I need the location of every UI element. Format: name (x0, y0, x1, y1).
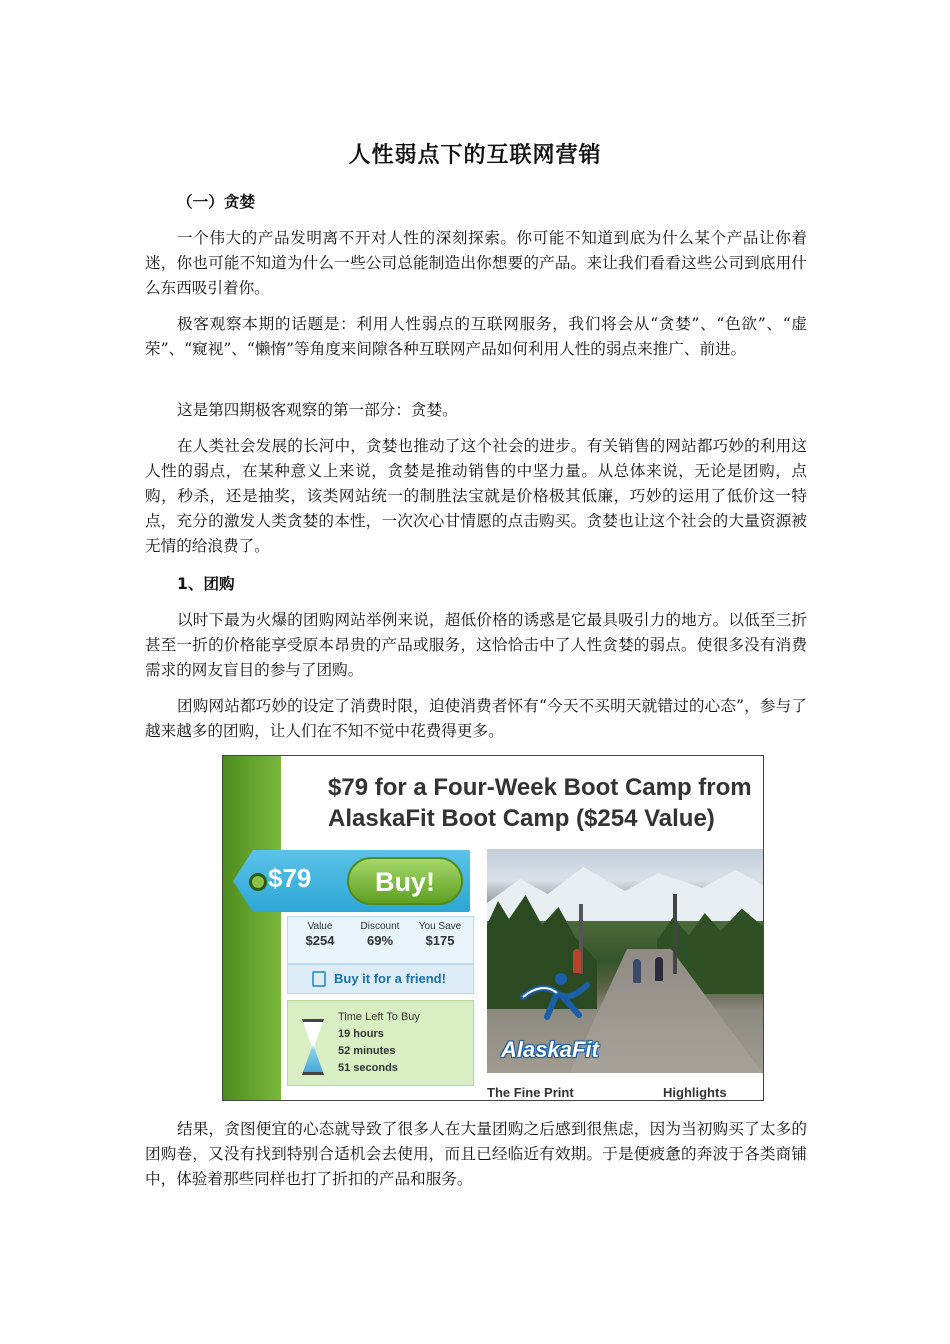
deal-price: $79 (268, 863, 312, 893)
deal-photo (487, 849, 763, 1073)
hiker-figure (633, 959, 641, 983)
paragraph: 一个伟大的产品发明离不开对人性的深刻探索。你可能不知道到底为什么某个产品让你着迷，你也可能不知道为什么一些公司总能制造出你想要的产品。来让我们看看这些公司到底用什么东西吸引着你。 (145, 229, 807, 297)
greed-block (145, 434, 807, 559)
conclusion-block (145, 1117, 807, 1192)
lift-tower (673, 894, 677, 974)
alaskafit-runner-icon (517, 967, 597, 1023)
paragraph: 极客观察本期的话题是：利用人性弱点的互联网服务，我们将会从“贪婪”、“色欲”、“虚荣”、“窥视”、“懒惰”等角度来间隙各种互联网产品如何利用人性的弱点来推广、前进。 (145, 315, 807, 358)
deal-stats (287, 916, 474, 964)
paragraph: 结果，贪图便宜的心态就导致了很多人在大量团购之后感到很焦虑，因为当初购买了太多的团购卷，又没有找到特别合适机会去使用，而且已经临近有效期。于是便疲惫的奔波于各类商铺中，体验着那些同样也打了折扣的产品和服务。 (145, 1120, 807, 1188)
stat-you-save (410, 921, 470, 948)
subheading-group-buying: 1、团购 (177, 575, 235, 593)
paragraph: 这是第四期极客观察的第一部分：贪婪。 (177, 401, 458, 419)
alaskafit-logo: AlaskaFit (501, 1037, 599, 1062)
gift-icon (312, 971, 326, 987)
groupon-deal-image (222, 755, 764, 1101)
highlights-heading: Highlights (663, 1085, 727, 1100)
hourglass-icon (302, 1019, 324, 1075)
countdown-box (287, 1000, 474, 1086)
tag-hole-icon (249, 873, 267, 891)
deal-headline: $79 for a Four-Week Boot Camp from AlaskaFit Boot Camp ($254 Value) (328, 774, 752, 832)
countdown-hours: 19 hours (338, 1028, 384, 1040)
intro-block (145, 226, 807, 301)
buy-for-friend-link[interactable] (287, 964, 474, 994)
stat-label: You Save (418, 921, 462, 932)
topic-block (145, 312, 807, 362)
buy-button[interactable]: Buy! (347, 857, 463, 905)
paragraph: 团购网站都巧妙的设定了消费时限，迫使消费者怀有“今天不买明天就错过的心态”，参与了越来越多的团购，让人们在不知不觉中花费得更多。 (145, 697, 807, 740)
stat-number: $254 (305, 933, 335, 948)
stat-number: 69% (366, 933, 394, 948)
green-side-bar (223, 756, 281, 1100)
part-block (145, 398, 807, 423)
paragraph: 以时下最为火爆的团购网站举例来说，超低价格的诱惑是它最具吸引力的地方。以低至三折甚至一折的价格能享受原本昂贵的产品或服务，这恰恰击中了人性贪婪的弱点。使很多没有消费需求的网友盲目的参与了团购。 (145, 611, 807, 679)
groupbuy-block-1 (145, 608, 807, 683)
section-heading: （一）贪婪 (177, 193, 255, 211)
stat-value (290, 921, 350, 948)
page-title: 人性弱点下的互联网营销 (348, 143, 602, 168)
stat-label: Value (307, 921, 333, 932)
countdown-label: Time Left To Buy (338, 1011, 420, 1023)
fine-print-heading: The Fine Print (487, 1085, 574, 1100)
countdown-minutes: 52 minutes (338, 1045, 396, 1057)
groupbuy-block-2 (145, 694, 807, 744)
hiker-figure (655, 957, 663, 981)
countdown-seconds: 51 seconds (338, 1062, 398, 1074)
paragraph: 在人类社会发展的长河中，贪婪也推动了这个社会的进步。有关销售的网站都巧妙的利用这人性的弱点，在某种意义上来说，贪婪是推动销售的中坚力量。从总体来说，无论是团购，点购，秒杀，还是抽奖，该类网站统一的制胜法宝就是价格极其低廉，巧妙的运用了低价这一特点，充分的激发人类贪婪的本性，一次次心甘情愿的点击购买。贪婪也让这个社会的大量资源被无情的给浪费了。 (145, 437, 807, 555)
stat-label: Discount (360, 921, 400, 932)
stat-discount (350, 921, 410, 948)
buy-for-friend-label: Buy it for a friend! (334, 971, 446, 986)
stat-number: $175 (425, 933, 455, 948)
